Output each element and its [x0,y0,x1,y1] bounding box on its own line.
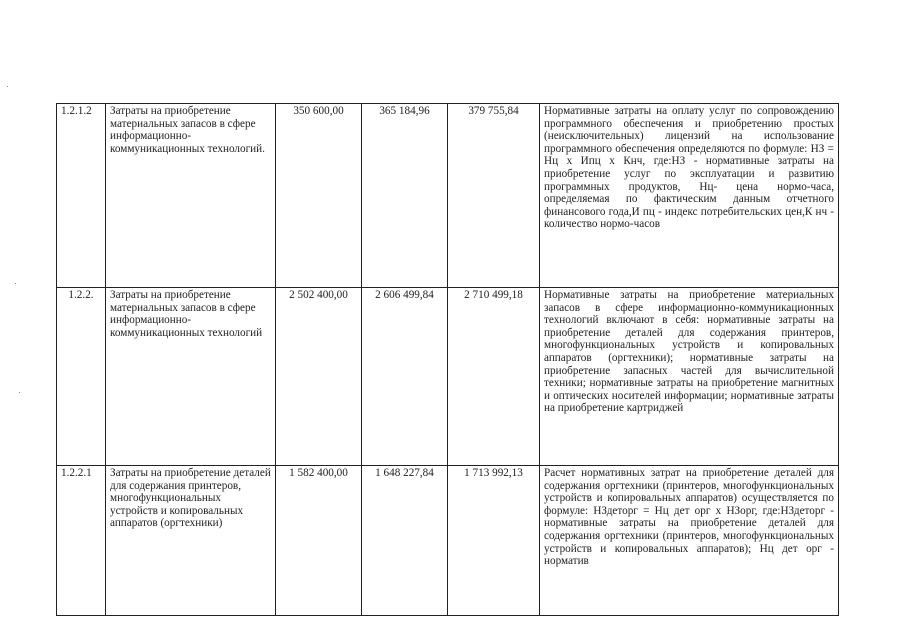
row-code: 1.2.2.1 [57,466,106,616]
row-description: Нормативные затраты на приобретение материальных запасов в сфере информационно-коммуникационных технологий включают в себя: нормативные затраты на приобретение деталей для содержания принтеров, многофункциональных устройств и копировальных аппаратов (оргтехники); нормативные затраты на приобретение запасных частей для вычислительной техники; нормативные затраты на приобретение магнитных и оптических носителей информации; нормативные затраты на приобретение картриджей [540,288,839,466]
row-value-1: 350 600,00 [276,104,362,288]
scan-speck [19,392,20,393]
row-value-2: 365 184,96 [362,104,448,288]
row-value-2: 1 648 227,84 [362,466,448,616]
row-name: Затраты на приобретение материальных запасов в сфере информационно-коммуникационных технологий [106,288,276,466]
row-value-3: 2 710 499,18 [448,288,540,466]
scan-speck [7,86,8,87]
cost-table [56,103,839,616]
row-value-1: 1 582 400,00 [276,466,362,616]
table-row [57,288,839,466]
row-name: Затраты на приобретение материальных запасов в сфере информационно-коммуникационных технологий. [106,104,276,288]
table-row [57,104,839,288]
row-value-1: 2 502 400,00 [276,288,362,466]
row-value-2: 2 606 499,84 [362,288,448,466]
row-code: 1.2.1.2 [57,104,106,288]
row-value-3: 379 755,84 [448,104,540,288]
scan-speck [15,283,16,284]
row-description: Нормативные затраты на оплату услуг по сопровождению программного обеспечения и приобретению простых (неисключительных) лицензий на использование программного обеспечения определяются по формуле: НЗ = Нц х Ипц х Кнч, где:НЗ - нормативные затраты на приобретение услуг по эксплуатации и развитию программных продуктов, Нц- цена нормо-часа, определяемая по фактическим данным отчетного финансового года,И пц - индекс потребительских цен,К нч - количество нормо-часов [540,104,839,288]
row-description: Расчет нормативных затрат на приобретение деталей для содержания оргтехники (принтеров, многофункциональных устройств и копировальных аппаратов) осуществляется по формуле: НЗдеторг = Нц дет орг х НЗорг, где:НЗдеторг - нормативные затраты на приобретение деталей для содержания оргтехники (принтеров, многофункциональных устройств и копировальных аппаратов); Нц дет орг - норматив [540,466,839,616]
row-code: 1.2.2. [57,288,106,466]
row-name: Затраты на приобретение деталей для содержания принтеров, многофункциональных устройств и копировальных аппаратов (оргтехники) [106,466,276,616]
row-value-3: 1 713 992,13 [448,466,540,616]
table-row [57,466,839,616]
